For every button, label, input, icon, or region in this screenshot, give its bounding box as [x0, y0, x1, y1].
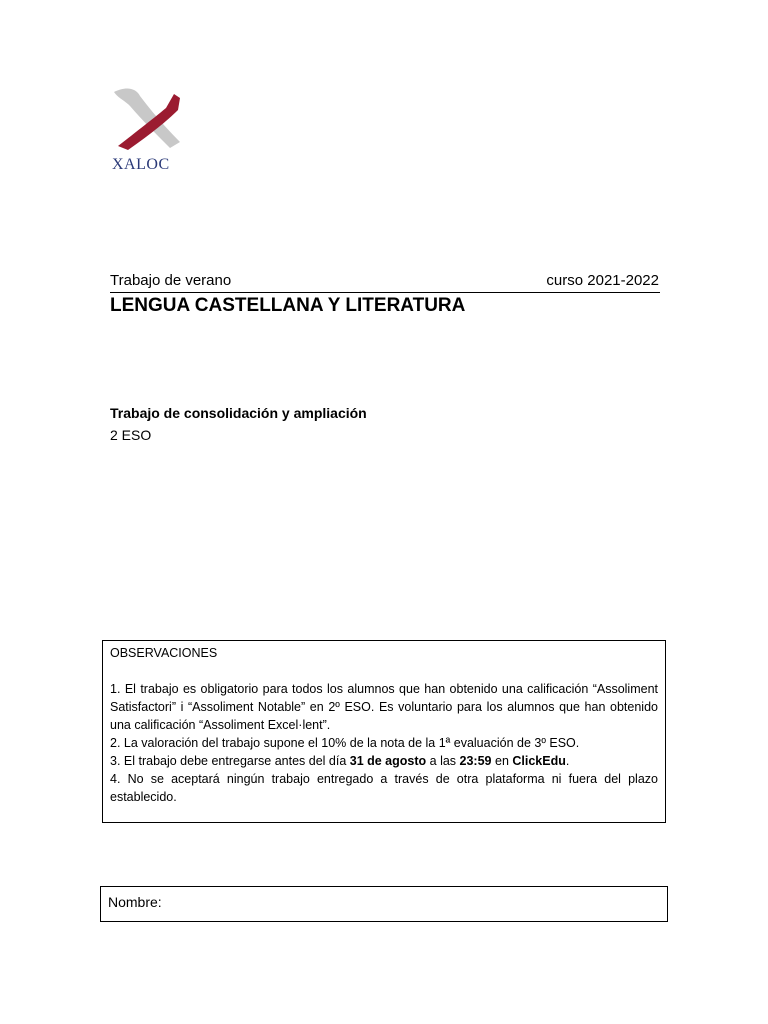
header-left-text: Trabajo de verano — [110, 272, 232, 289]
observation-item-4: 4. No se aceptará ningún trabajo entregado a través de otra plataforma ni fuera del plazo establecido. — [110, 772, 658, 804]
observation-item-1: 1. El trabajo es obligatorio para todos los alumnos que han obtenido una calificación “Assoliment Satisfactori” i “Assoliment Notable” en 2º ESO. Es voluntario para los alumnos que han obtenido una calificación “Assoliment Excel·lent”. — [110, 682, 658, 732]
logo-text: XALOC — [112, 156, 170, 173]
xaloc-logo-icon — [108, 86, 188, 156]
name-field[interactable] — [100, 886, 668, 922]
document-header — [110, 272, 660, 293]
observation-item-3-part3: en — [491, 754, 513, 768]
school-logo — [108, 86, 188, 178]
header-right-text: curso 2021-2022 — [546, 272, 659, 289]
observations-box — [102, 640, 666, 823]
course-level: 2 ESO — [110, 427, 152, 443]
subject-title: LENGUA CASTELLANA Y LITERATURA — [110, 295, 466, 316]
observations-heading: OBSERVACIONES — [110, 646, 218, 660]
observation-item-3-part2: a las — [426, 754, 460, 768]
name-field-label: Nombre: — [108, 894, 162, 910]
work-title: Trabajo de consolidación y ampliación — [110, 405, 367, 421]
observation-item-2: 2. La valoración del trabajo supone el 10% de la nota de la 1ª evaluación de 3º ESO. — [110, 736, 580, 750]
delivery-platform: ClickEdu — [512, 754, 566, 768]
deadline-date: 31 de agosto — [349, 754, 427, 768]
observation-item-3-part4: . — [565, 754, 570, 768]
observation-item-3 — [110, 752, 658, 770]
observation-item-3-part1: 3. El trabajo debe entregarse antes del día — [110, 754, 350, 768]
deadline-time: 23:59 — [459, 754, 492, 768]
